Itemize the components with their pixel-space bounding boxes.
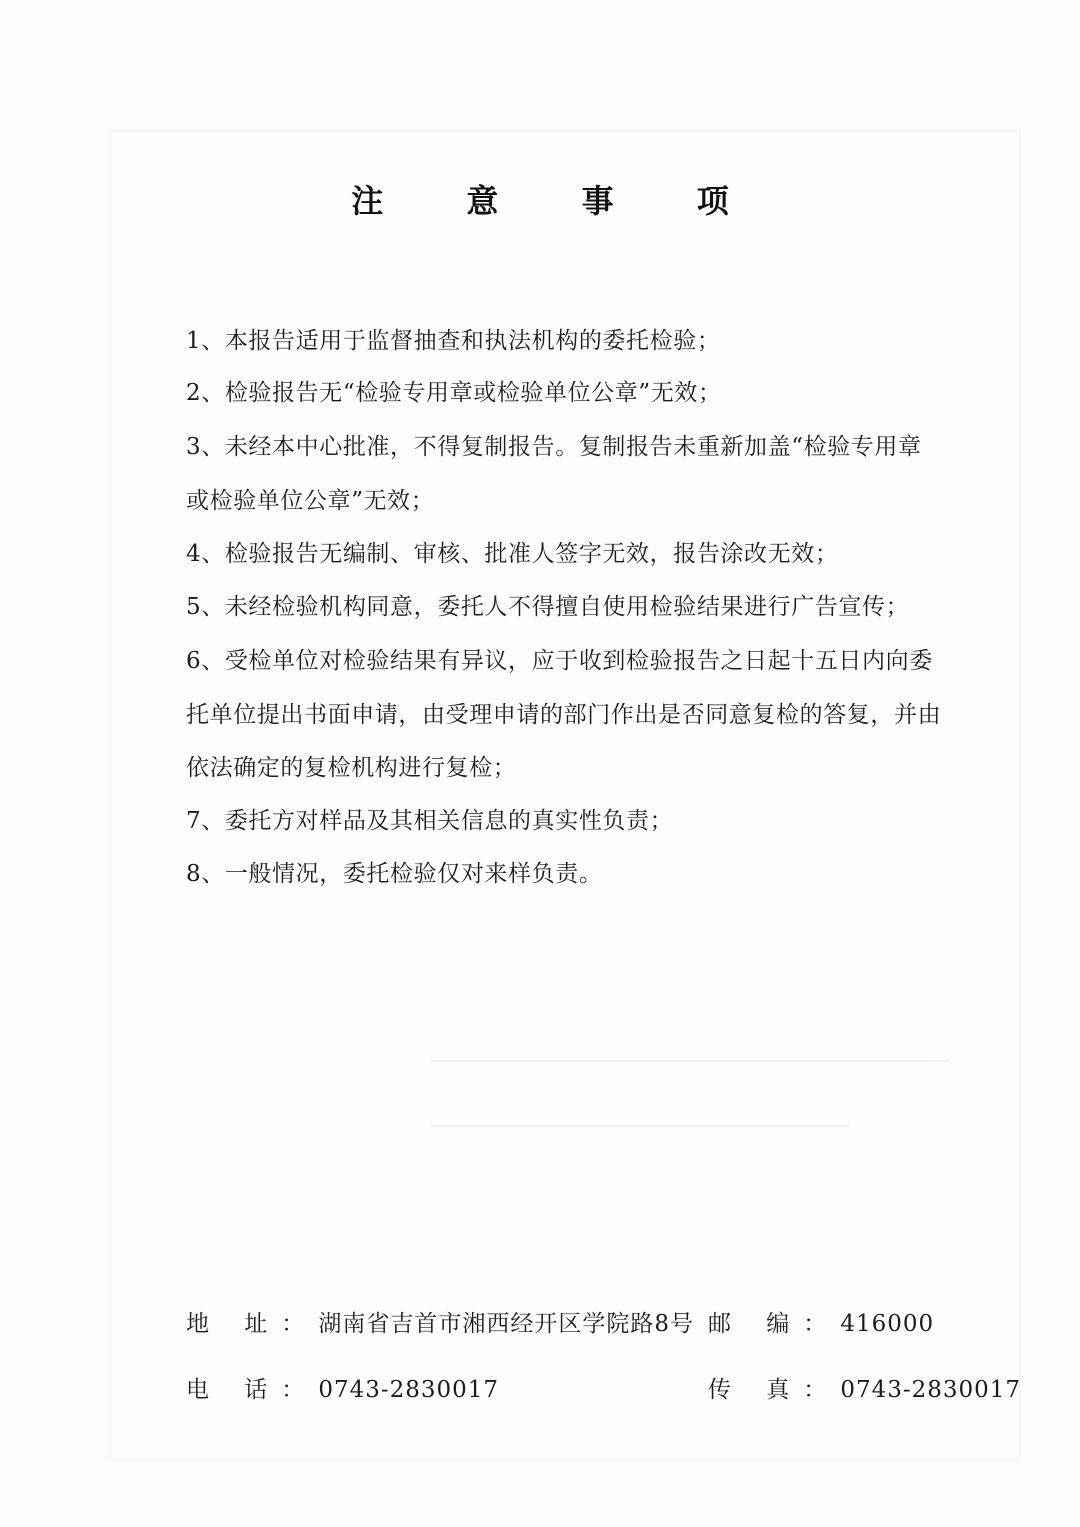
bleed-through-line xyxy=(430,1125,850,1127)
phone-row xyxy=(186,1371,499,1404)
note-1: 1、本报告适用于监督抽查和执法机构的委托检验； xyxy=(186,328,721,354)
note-8: 8、一般情况，委托检验仅对来样负责。 xyxy=(186,861,603,887)
postcode-value: 416000 xyxy=(840,1311,935,1337)
note-5: 5、未经检验机构同意，委托人不得擅自使用检验结果进行广告宣传； xyxy=(186,594,910,620)
phone-value: 0743-2830017 xyxy=(318,1377,500,1403)
fax-row xyxy=(708,1371,1021,1404)
fax-label: 传 真： xyxy=(708,1377,841,1403)
phone-label: 电 话： xyxy=(186,1377,319,1403)
postcode-row xyxy=(708,1305,934,1338)
address-row xyxy=(186,1305,694,1338)
note-3-line-1: 3、未经本中心批准，不得复制报告。复制报告未重新加盖“检验专用章 xyxy=(186,434,922,460)
fax-value: 0743-2830017 xyxy=(840,1377,1022,1403)
bleed-through-line xyxy=(430,1060,950,1062)
page-title: 注 意 事 项 xyxy=(351,182,765,220)
note-6-line-3: 依法确定的复检机构进行复检； xyxy=(186,755,517,781)
address-label: 地 址： xyxy=(186,1311,319,1337)
note-6-line-1: 6、受检单位对检验结果有异议，应于收到检验报告之日起十五日内向委 xyxy=(186,648,933,674)
note-7: 7、委托方对样品及其相关信息的真实性负责； xyxy=(186,808,674,834)
note-6-line-2: 托单位提出书面申请，由受理申请的部门作出是否同意复检的答复，并由 xyxy=(186,702,942,728)
note-3-line-2: 或检验单位公章”无效； xyxy=(186,488,435,514)
address-value: 湖南省吉首市湘西经开区学院路8号 xyxy=(318,1311,694,1337)
note-2: 2、检验报告无“检验专用章或检验单位公章”无效； xyxy=(186,380,722,406)
note-4: 4、检验报告无编制、审核、批准人签字无效，报告涂改无效； xyxy=(186,541,839,567)
postcode-label: 邮 编： xyxy=(708,1311,841,1337)
